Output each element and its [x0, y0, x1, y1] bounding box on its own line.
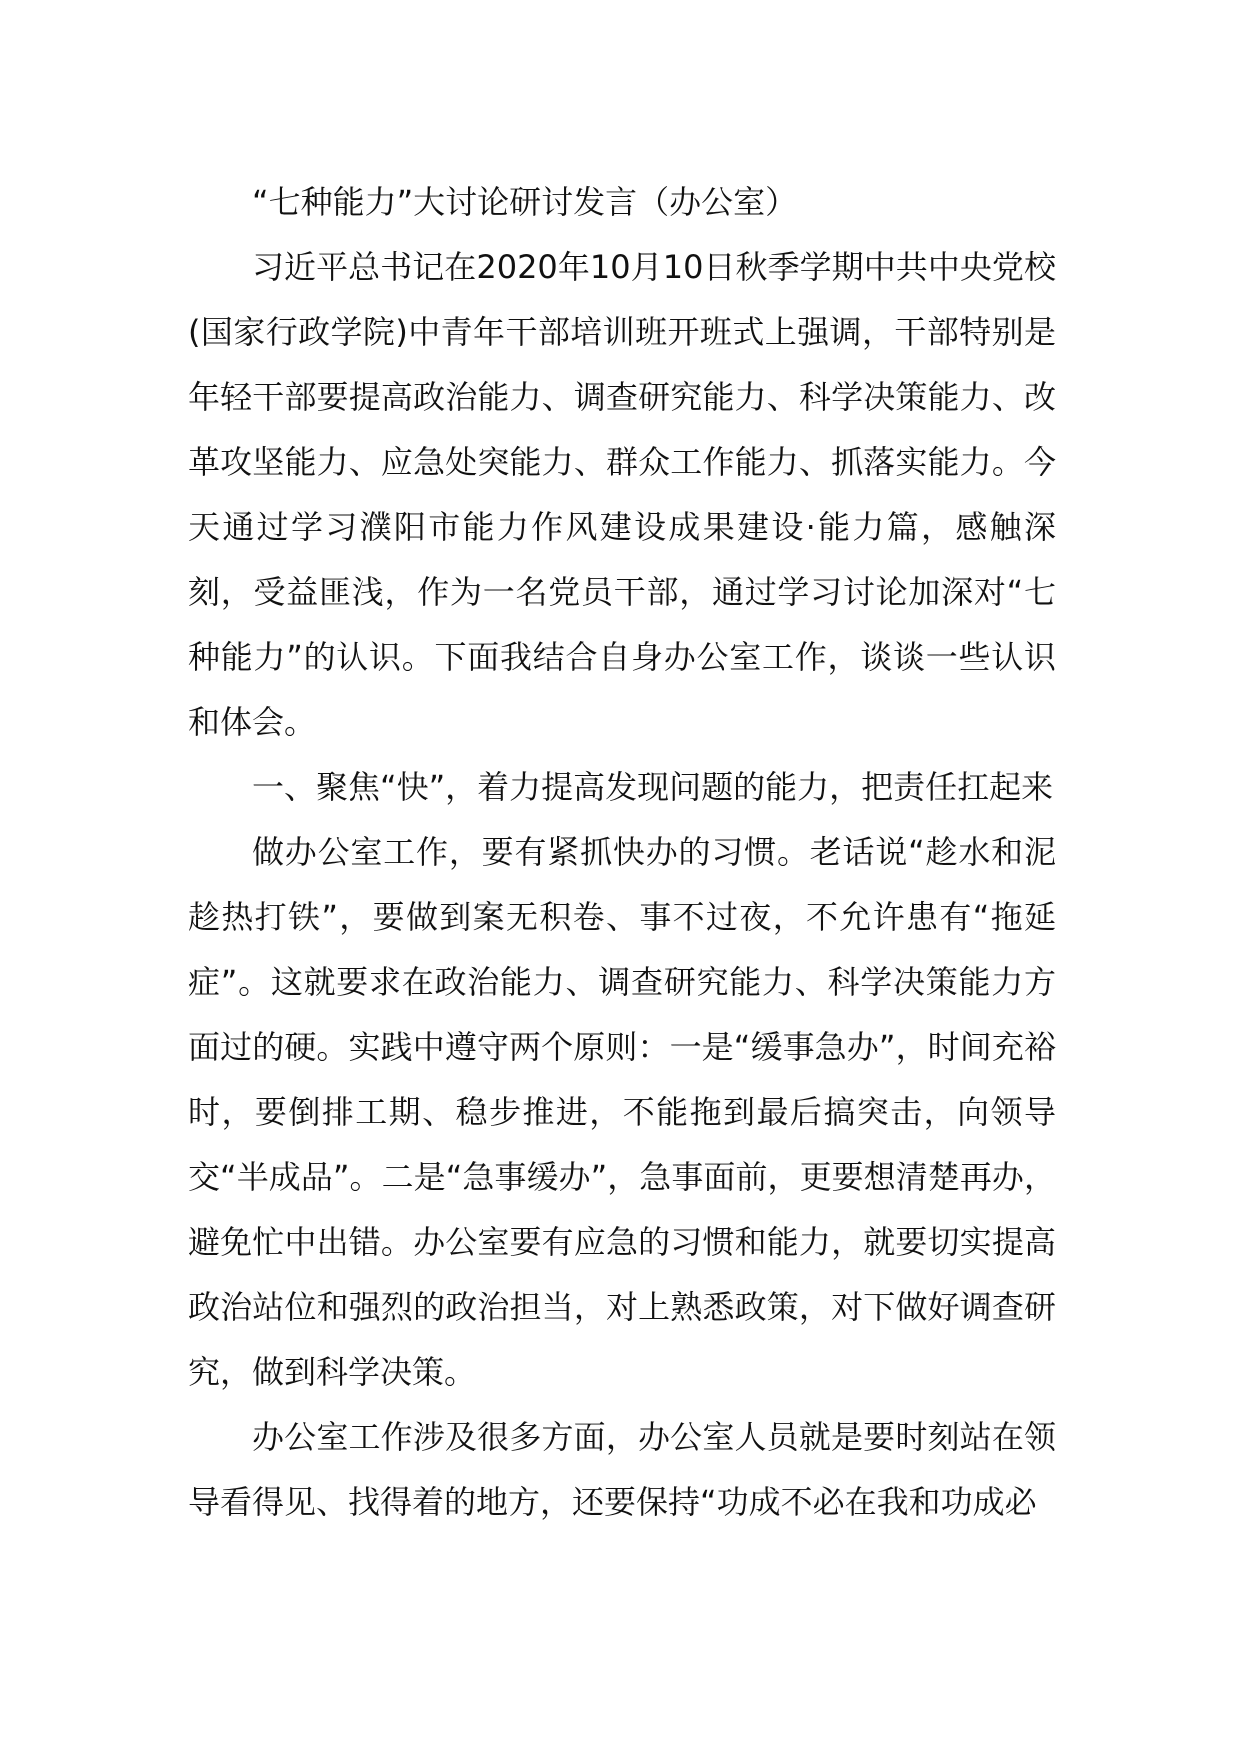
paragraph-intro: 习近平总书记在2020年10月10日秋季学期中共中央党校(国家行政学院)中青年干部培训班开班式上强调，干部特别是年轻干部要提高政治能力、调查研究能力、科学决策能力、改革攻坚能力、应急处突能力、群众工作能力、抓落实能力。今天通过学习濮阳市能力作风建设成果建设·能力篇，感触深刻，受益匪浅，作为一名党员干部，通过学习讨论加深对“七种能力”的认识。下面我结合自身办公室工作，谈谈一些认识和体会。 [188, 248, 1056, 741]
paragraph-section-1-continued: 办公室工作涉及很多方面，办公室人员就是要时刻站在领导看得见、找得着的地方，还要保持“功成不必在我和功成必 [188, 1418, 1056, 1521]
section-heading-1: 一、聚焦“快”，着力提高发现问题的能力，把责任扛起来 [252, 768, 1054, 806]
document-body [188, 170, 1056, 1535]
document-title: “七种能力”大讨论研讨发言（办公室） [252, 183, 798, 221]
paragraph-section-1: 做办公室工作，要有紧抓快办的习惯。老话说“趁水和泥趁热打铁”，要做到案无积卷、事不过夜，不允许患有“拖延症”。这就要求在政治能力、调查研究能力、科学决策能力方面过的硬。实践中遵守两个原则：一是“缓事急办”，时间充裕时，要倒排工期、稳步推进，不能拖到最后搞突击，向领导交“半成品”。二是“急事缓办”，急事面前，更要想清楚再办，避免忙中出错。办公室要有应急的习惯和能力，就要切实提高政治站位和强烈的政治担当，对上熟悉政策，对下做好调查研究，做到科学决策。 [188, 833, 1056, 1391]
